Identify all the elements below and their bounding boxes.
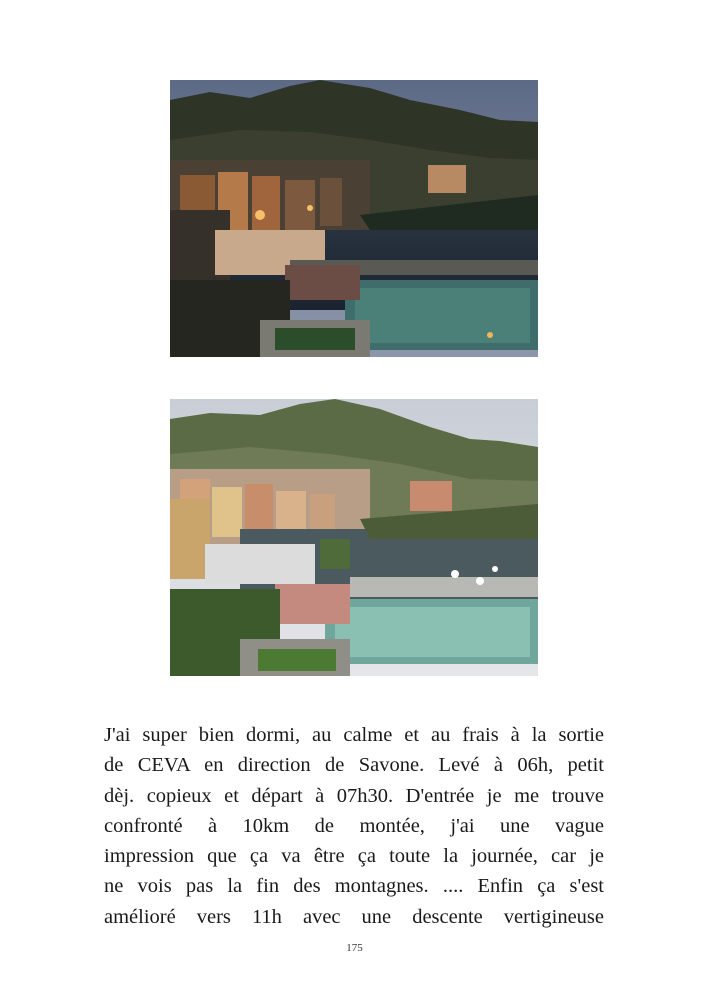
body-paragraph xyxy=(104,720,604,932)
paragraph-line: de CEVA en direction de Savone. Levé à 06h, petit xyxy=(104,754,604,777)
paragraph-line: ne vois pas la fin des montagnes. .... Enfin ça s'est xyxy=(104,875,604,898)
paragraph-line: amélioré vers 11h avec une descente vertigineuse xyxy=(104,905,604,928)
harbour-day-photo xyxy=(170,399,538,676)
page-number: 175 xyxy=(346,942,363,954)
harbour-dusk-photo xyxy=(170,80,538,357)
paragraph-line: confronté à 10km de montée, j'ai une vague xyxy=(104,814,604,837)
paragraph-line: dèj. copieux et départ à 07h30. D'entrée je me trouve xyxy=(104,784,604,807)
paragraph-line: impression que ça va être ça toute la journée, car je xyxy=(104,845,604,868)
paragraph-line: J'ai super bien dormi, au calme et au frais à la sortie xyxy=(104,724,604,746)
